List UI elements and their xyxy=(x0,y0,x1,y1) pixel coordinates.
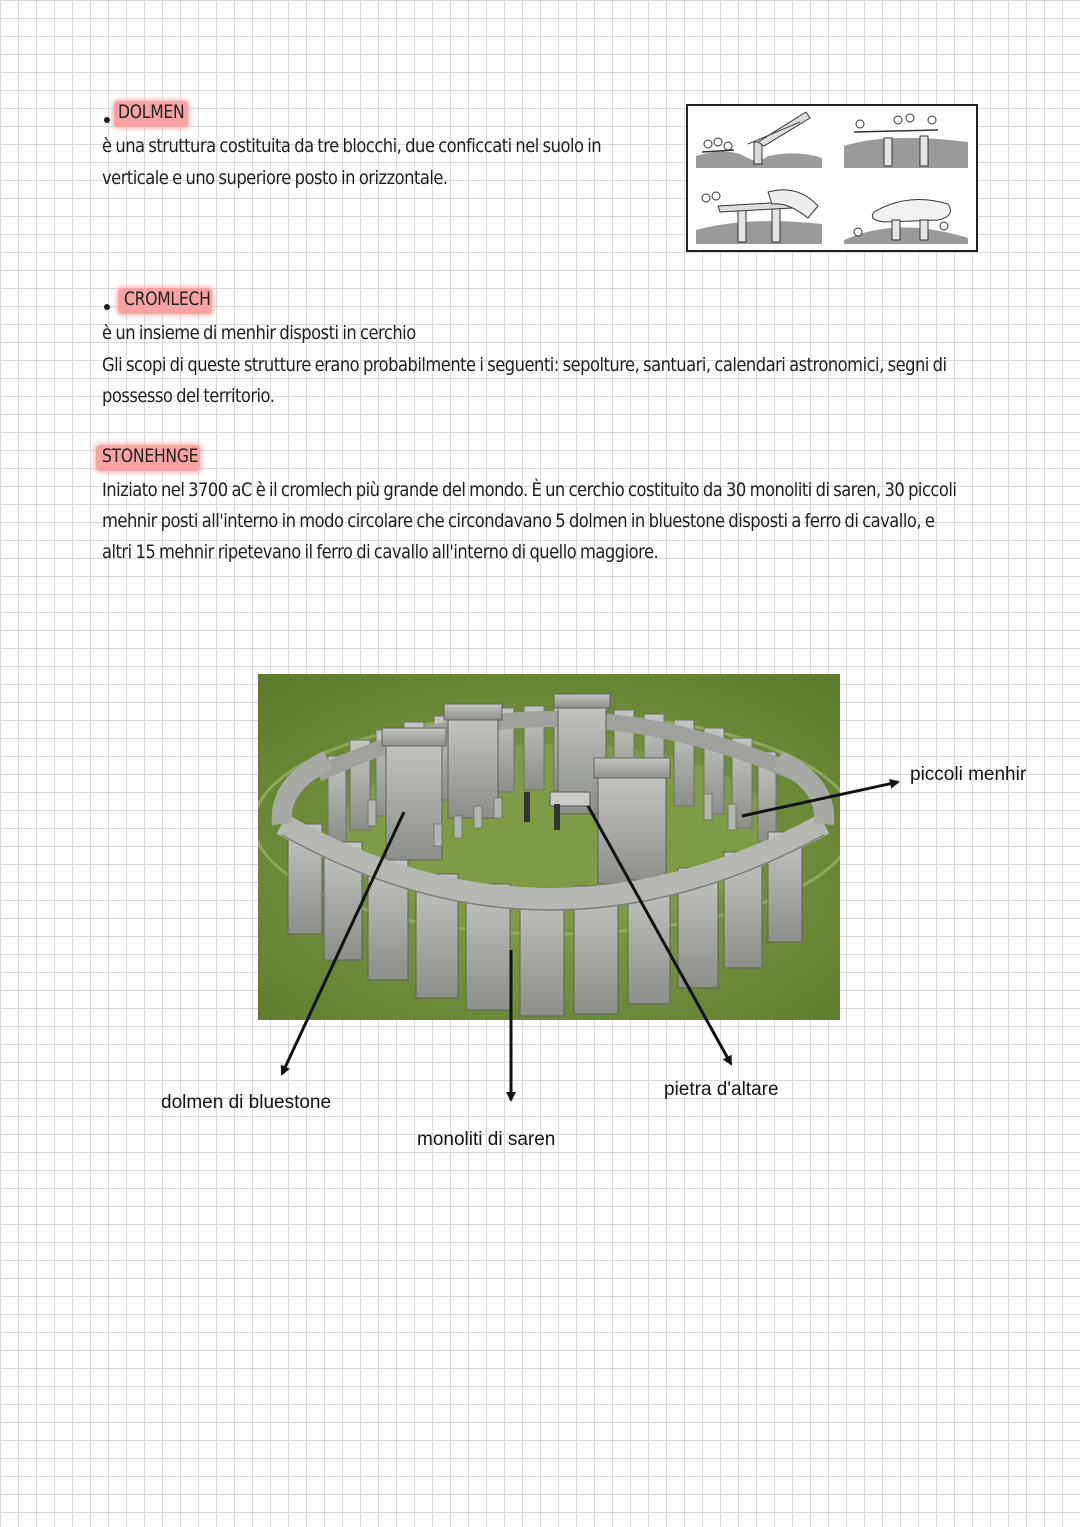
diagram-panel-2 xyxy=(844,114,968,168)
cromlech-bullet xyxy=(104,304,110,310)
dolmen-line-1: è una struttura costituita da tre blocchi, due conficcati nel suolo in xyxy=(102,135,602,157)
dolmen-line-2: verticale e uno superiore posto in orizzontale. xyxy=(102,167,448,189)
cromlech-line-2: Gli scopi di queste strutture erano probabilmente i seguenti: sepolture, santuari, calendari astronomici, segni di xyxy=(102,354,947,376)
stonehenge-illustration xyxy=(258,674,840,1020)
cromlech-line-1: è un insieme di menhir disposti in cerchio xyxy=(102,322,416,344)
dolmen-bullet xyxy=(104,117,110,123)
label-pietra-altare: pietra d'altare xyxy=(664,1079,779,1100)
cromlech-line-3: possesso del territorio. xyxy=(102,385,275,407)
label-dolmen-bluestone: dolmen di bluestone xyxy=(161,1092,332,1113)
label-monoliti-saren: monoliti di saren xyxy=(417,1129,556,1150)
stonehenge-line-1: Iniziato nel 3700 aC è il cromlech più grande del mondo. È un cerchio costituito da 30 monoliti di saren, 30 piccoli xyxy=(102,479,957,501)
diagram-panel-4 xyxy=(844,200,968,245)
dolmen-heading: DOLMEN xyxy=(118,101,185,123)
diagram-panel-1 xyxy=(696,112,822,168)
cromlech-heading: CROMLECH xyxy=(124,288,211,310)
diagram-panel-3 xyxy=(696,190,822,244)
stonehenge-line-3: altri 15 mehnir ripetevano il ferro di cavallo all'interno di quello maggiore. xyxy=(102,541,659,563)
label-piccoli-menhir: piccoli menhir xyxy=(910,764,1027,785)
dolmen-construction-diagram xyxy=(686,104,978,252)
stonehenge-heading: STONEHNGE xyxy=(102,445,199,467)
stonehenge-line-2: mehnir posti all'interno in modo circolare che circondavano 5 dolmen in bluestone disposti a ferro di cavallo, e xyxy=(102,510,935,532)
